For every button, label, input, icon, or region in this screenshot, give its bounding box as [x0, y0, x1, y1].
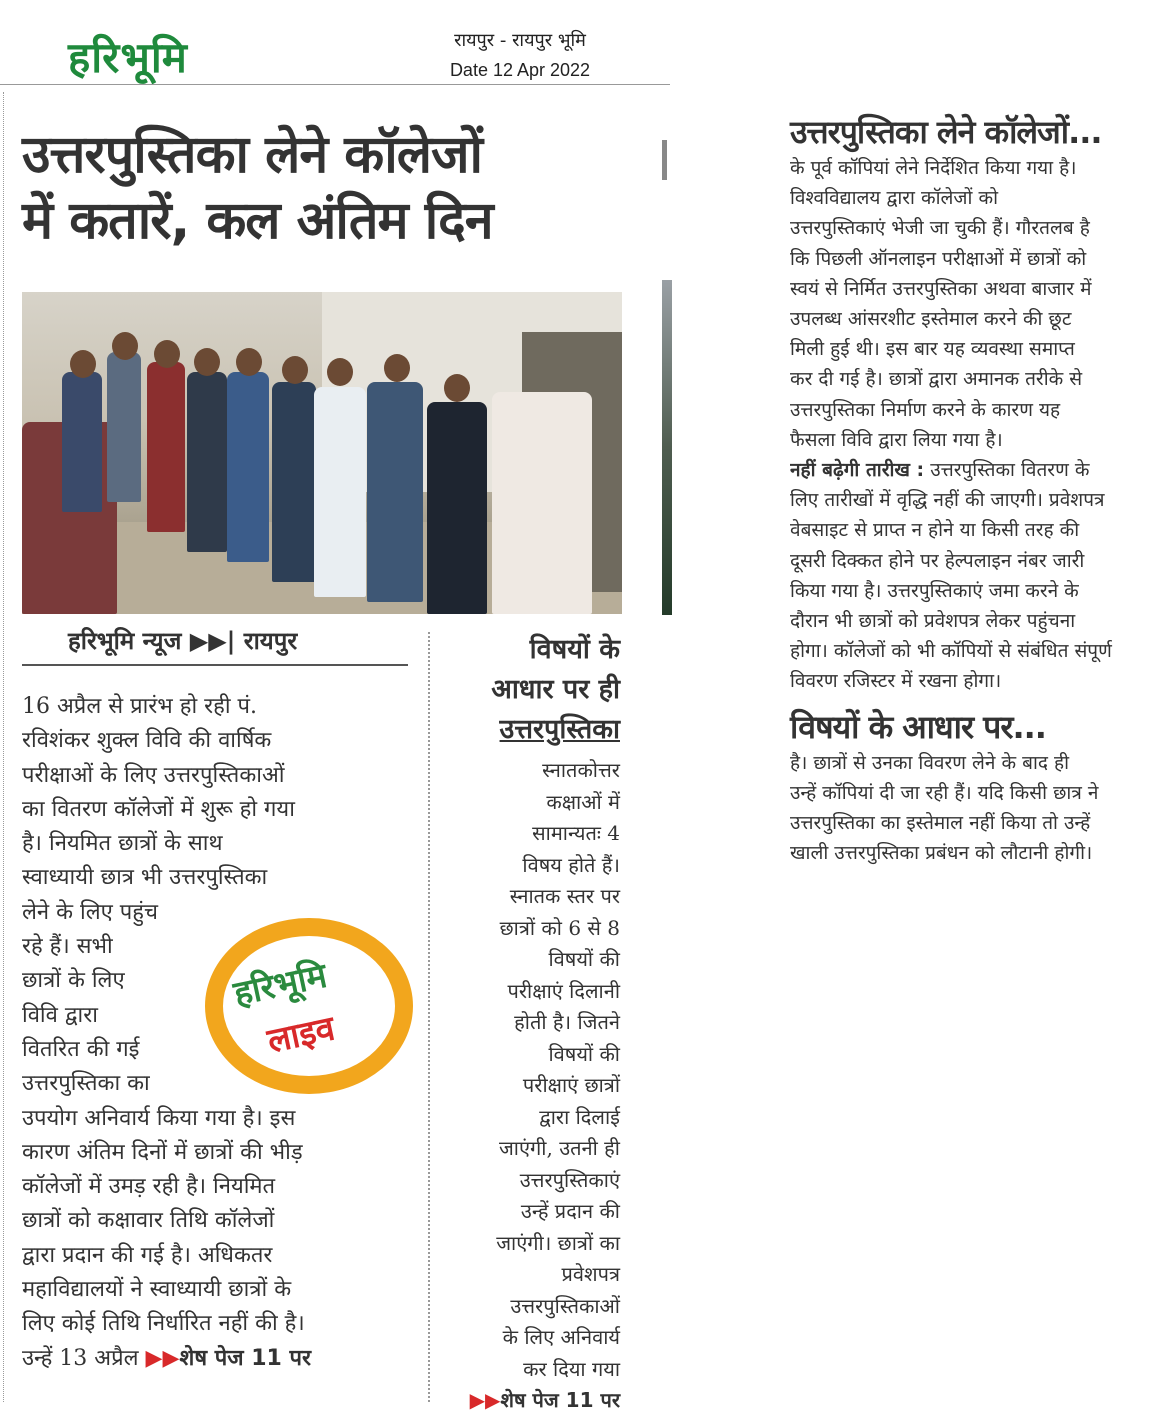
continuation-line: फैसला विवि द्वारा लिया गया है। [790, 428, 1003, 451]
photo-person [427, 402, 487, 614]
sidebar-body [440, 755, 620, 1417]
article-photo [22, 292, 622, 614]
body-line: महाविद्यालयों ने स्वाध्यायी छात्रों के [22, 1277, 292, 1303]
continuation-heading: उत्तरपुस्तिका लेने कॉलेजों... [790, 113, 1102, 151]
sidebar-line: जाएंगी। छात्रों का [496, 1230, 620, 1255]
continuation-line: कर दी गई है। छात्रों द्वारा अमानक तरीके से [790, 368, 1083, 391]
photo-head [236, 348, 262, 376]
continuation-line-text: उत्तरपुस्तिका वितरण के [924, 459, 1090, 482]
continuation-line: किया गया है। उत्तरपुस्तिकाएं जमा करने के [790, 579, 1079, 602]
byline-divider [22, 664, 408, 666]
photo-person [187, 372, 227, 552]
continuation-heading-2: विषयों के आधार पर... [790, 707, 1046, 746]
continuation-line: वेबसाइट से प्राप्त न होने या किसी तरह की [790, 519, 1080, 542]
continuation-line: कि पिछली ऑनलाइन परीक्षाओं में छात्रों को [790, 247, 1087, 270]
sidebar-line: कर दिया गया [523, 1356, 620, 1381]
photo-person [107, 352, 141, 502]
sidebar-line: उन्हें प्रदान की [520, 1199, 620, 1223]
continuation-line: विश्वविद्यालय द्वारा कॉलेजों को [790, 187, 998, 210]
masthead-meta [420, 28, 620, 81]
haribhoomi-live-logo [205, 918, 421, 1102]
photo-head [112, 332, 138, 360]
body-line: परीक्षाओं के लिए उत्तरपुस्तिकाओं [22, 762, 285, 788]
body-line: रविशंकर शुक्ल विवि की वार्षिक [22, 728, 272, 754]
continuation-subhead-line [790, 455, 1150, 485]
continuation-line: विवरण रजिस्टर में रखना होगा। [790, 670, 1002, 693]
body-line: रहे हैं। सभी [22, 934, 113, 960]
body-line: 16 अप्रैल से प्रारंभ हो रही पं. [22, 694, 257, 719]
continuation-body-2 [790, 748, 1150, 869]
sidebar-line: परीक्षाएं दिलानी [507, 978, 620, 1003]
logo-text-brand: हरिभूमि [230, 955, 331, 1015]
continuation-line: होगा। कॉलेजों को भी कॉपियों से संबंधित संपूर्ण [790, 640, 1112, 663]
sidebar-line: परीक्षाएं छात्रों [522, 1073, 620, 1097]
sidebar-line: प्रवेशपत्र [561, 1262, 620, 1286]
photo-head [194, 348, 220, 376]
body-line: वितरित की गई [22, 1036, 140, 1062]
sidebar-line: उत्तरपुस्तिकाओं [510, 1293, 620, 1318]
sidebar-line: के लिए अनिवार्य [502, 1325, 620, 1349]
sidebar-line: सामान्यतः 4 [532, 821, 620, 845]
article-byline: हरिभूमि न्यूज ▶▶| रायपुर [68, 627, 298, 655]
sidebar-line: द्वारा दिलाई [539, 1104, 620, 1129]
continuation-subhead: नहीं बढ़ेगी तारीख : [790, 459, 925, 482]
body-line: विवि द्वारा [22, 1002, 98, 1028]
body-line: उत्तरपुस्तिका का [22, 1071, 150, 1097]
continuation-body [790, 153, 1150, 697]
masthead-divider [0, 84, 670, 85]
body-line: का वितरण कॉलेजों में शुरू हो गया [22, 796, 295, 822]
continuation-line: लिए तारीखों में वृद्धि नहीं की जाएगी। प्रवेशपत्र [790, 489, 1105, 512]
sidebar-heading-line: उत्तरपुस्तिका [499, 714, 620, 745]
continuation-line: उपलब्ध आंसरशीट इस्तेमाल करने की छूट [790, 308, 1072, 331]
edition-label: रायपुर - रायपुर भूमि [454, 30, 586, 51]
continuation-line: उन्हें कॉपियां दी जा रही हैं। यदि किसी छात्र ने [790, 781, 1099, 804]
body-line: द्वारा प्रदान की गई है। अधिकतर [22, 1242, 273, 1268]
sidebar-line: जाएंगी, उतनी ही [498, 1136, 620, 1160]
body-line: उपयोग अनिवार्य किया गया है। इस [22, 1105, 296, 1131]
body-line: है। नियमित छात्रों के साथ [22, 831, 223, 857]
continued-arrow-icon: ▶▶ [145, 1345, 180, 1371]
continuation-line: उत्तरपुस्तिकाएं भेजी जा चुकी हैं। गौरतलब है [790, 217, 1090, 240]
photo-person [492, 392, 592, 614]
sidebar-line: कक्षाओं में [546, 789, 620, 814]
continuation-line: दूसरी दिक्कत होने पर हेल्पलाइन नंबर जारी [790, 549, 1085, 572]
sidebar-line: स्नातकोत्तर [542, 758, 620, 782]
photo-person [147, 362, 185, 532]
continuation-line: खाली उत्तरपुस्तिका प्रबंधन को लौटानी होगी। [790, 842, 1093, 865]
body-line: कॉलेजों में उमड़ रही है। नियमित [22, 1174, 276, 1200]
sidebar-line: विषयों की [548, 1041, 620, 1066]
adjacent-column-strip [662, 140, 667, 180]
sidebar-heading-line: विषयों के [529, 634, 620, 665]
sidebar-line: उत्तरपुस्तिकाएं [519, 1167, 620, 1192]
continuation-line: है। छात्रों से उनका विवरण लेने के बाद ही [790, 751, 1070, 774]
photo-person [367, 382, 423, 602]
continuation-line: मिली हुई थी। इस बार यह व्यवस्था समाप्त [790, 338, 1075, 361]
body-last-text: उन्हें 13 अप्रैल [22, 1345, 139, 1371]
body-line: छात्रों को कक्षावार तिथि कॉलेजों [22, 1208, 275, 1234]
newspaper-logo: हरिभूमि [68, 33, 188, 82]
continuation-line: दौरान भी छात्रों को प्रवेशपत्र लेकर पहुंचना [790, 610, 1076, 633]
sidebar-line: विषय होते हैं। [522, 852, 620, 877]
photo-head [444, 374, 470, 402]
continuation-line: स्वयं से निर्मित उत्तरपुस्तिका अथवा बाजार में [790, 277, 1092, 300]
sidebar-line: होती है। जितने [514, 1010, 620, 1034]
photo-person [227, 372, 269, 562]
sidebar-line: छात्रों को 6 से 8 [499, 915, 620, 940]
adjacent-photo-strip [662, 280, 672, 615]
article-headline [22, 122, 622, 254]
column-divider [428, 632, 430, 1402]
photo-person [62, 372, 102, 512]
continuation-clipping [790, 110, 1150, 868]
continuation-line: के पूर्व कॉपियां लेने निर्देशित किया गया है। [790, 157, 1077, 179]
sidebar-heading-line: आधार पर ही [491, 674, 620, 705]
body-last-line [22, 1342, 408, 1376]
headline-line-2: में कतारें, कल अंतिम दिन [22, 191, 493, 251]
headline-line-1: उत्तरपुस्तिका लेने कॉलेजों [22, 125, 483, 185]
body-line: कारण अंतिम दिनों में छात्रों की भीड़ [22, 1139, 303, 1165]
body-line: लिए कोई तिथि निर्धारित नहीं की है। [22, 1311, 305, 1337]
logo-text-live: लाइव [263, 1008, 339, 1062]
body-line: छात्रों के लिए [22, 968, 125, 994]
sidebar-continued [440, 1385, 620, 1417]
body-line: लेने के लिए पहुंच [22, 899, 158, 925]
continued-on-page: शेष पेज 11 पर [500, 1388, 620, 1412]
continued-on-page: शेष पेज 11 पर [179, 1345, 311, 1371]
photo-head [327, 358, 353, 386]
photo-person [314, 387, 366, 597]
body-line: स्वाध्यायी छात्र भी उत्तरपुस्तिका [22, 865, 268, 891]
continuation-line: उत्तरपुस्तिका निर्माण करने के कारण यह [790, 398, 1061, 421]
photo-head [70, 350, 96, 378]
continued-arrow-icon: ▶▶ [469, 1388, 501, 1412]
photo-head [384, 354, 410, 382]
sidebar-heading [440, 630, 620, 750]
sidebar-line: स्नातक स्तर पर [509, 884, 620, 908]
photo-head [154, 340, 180, 368]
photo-head [282, 356, 308, 384]
left-column-border [3, 92, 4, 1402]
continuation-line: उत्तरपुस्तिका का इस्तेमाल नहीं किया तो उन्हें [790, 812, 1091, 835]
photo-person [272, 382, 316, 582]
date-label: Date 12 Apr 2022 [449, 60, 591, 80]
sidebar-line: विषयों की [548, 947, 620, 971]
